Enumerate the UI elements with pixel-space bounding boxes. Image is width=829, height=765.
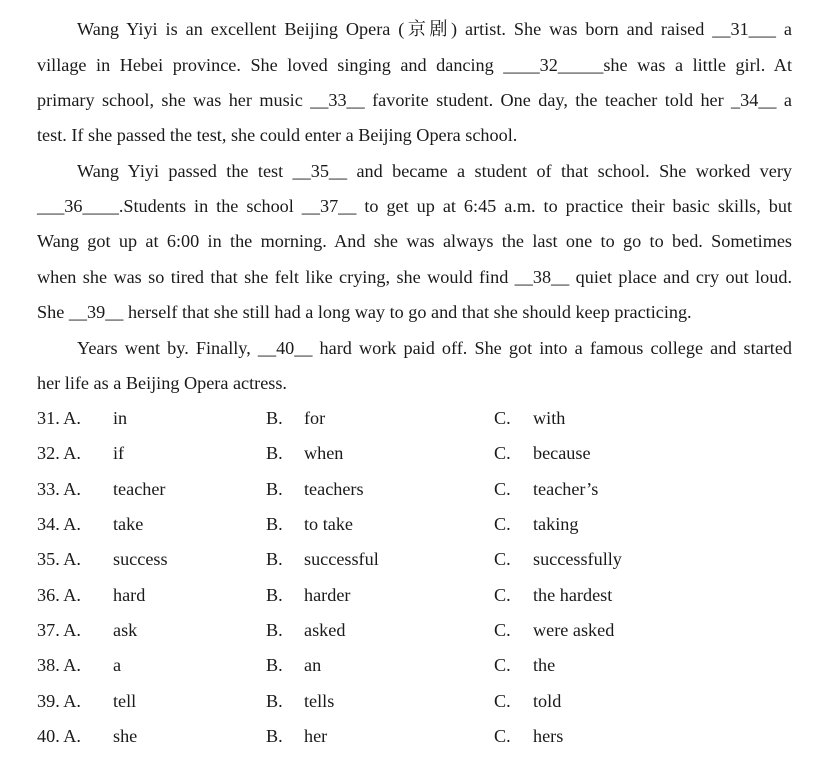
option-c[interactable]: the: [533, 655, 556, 675]
option-b[interactable]: to take: [304, 514, 353, 534]
option-c[interactable]: with: [533, 408, 566, 428]
question-row: [0, 548, 829, 572]
option-c[interactable]: told: [533, 691, 562, 711]
passage-line: ___36____.Students in the school __37__ to get up at 6:45 a.m. to practice their basic skills, but: [37, 196, 792, 216]
option-b[interactable]: her: [304, 726, 328, 746]
question-number: 34. A.: [37, 514, 81, 534]
passage-line: her life as a Beijing Opera actress.: [37, 373, 287, 393]
option-c-label: C.: [494, 443, 511, 463]
question-number: 40. A.: [37, 726, 81, 746]
option-c[interactable]: teacher’s: [533, 479, 599, 499]
question-row: [0, 619, 829, 643]
question-number: 31. A.: [37, 408, 81, 428]
passage-line: Years went by. Finally, __40__ hard work paid off. She got into a famous college and started: [77, 338, 792, 358]
option-a[interactable]: hard: [113, 585, 146, 605]
question-row: [0, 690, 829, 714]
question-row: [0, 584, 829, 608]
question-number: 36. A.: [37, 585, 81, 605]
option-b-label: B.: [266, 585, 283, 605]
question-row: [0, 513, 829, 537]
option-b-label: B.: [266, 443, 283, 463]
option-b-label: B.: [266, 620, 283, 640]
option-c-label: C.: [494, 726, 511, 746]
option-a[interactable]: she: [113, 726, 138, 746]
passage-line: Wang got up at 6:00 in the morning. And she was always the last one to go to bed. Sometimes: [37, 231, 792, 251]
option-a[interactable]: teacher: [113, 479, 166, 499]
question-number: 35. A.: [37, 549, 81, 569]
option-a[interactable]: success: [113, 549, 168, 569]
question-row: [0, 654, 829, 678]
passage-line: She __39__ herself that she still had a long way to go and that she should keep practicing.: [37, 302, 692, 322]
option-b-label: B.: [266, 408, 283, 428]
option-c-label: C.: [494, 655, 511, 675]
question-number: 37. A.: [37, 620, 81, 640]
option-b[interactable]: harder: [304, 585, 351, 605]
option-b-label: B.: [266, 726, 283, 746]
option-a[interactable]: in: [113, 408, 128, 428]
passage-line: village in Hebei province. She loved singing and dancing ____32_____she was a little girl. At: [37, 55, 792, 75]
option-c[interactable]: because: [533, 443, 591, 463]
option-b-label: B.: [266, 655, 283, 675]
option-a[interactable]: a: [113, 655, 122, 675]
passage-line: test. If she passed the test, she could enter a Beijing Opera school.: [37, 125, 518, 145]
option-b[interactable]: asked: [304, 620, 346, 640]
option-b[interactable]: successful: [304, 549, 379, 569]
option-c[interactable]: the hardest: [533, 585, 613, 605]
question-row: [0, 407, 829, 431]
question-number: 39. A.: [37, 691, 81, 711]
option-c-label: C.: [494, 479, 511, 499]
question-row: [0, 478, 829, 502]
option-b[interactable]: for: [304, 408, 326, 428]
option-b[interactable]: teachers: [304, 479, 364, 499]
option-c-label: C.: [494, 408, 511, 428]
passage-line: Wang Yiyi passed the test __35__ and became a student of that school. She worked very: [77, 161, 792, 181]
question-number: 32. A.: [37, 443, 81, 463]
option-c[interactable]: taking: [533, 514, 579, 534]
question-row: [0, 442, 829, 466]
option-b-label: B.: [266, 691, 283, 711]
question-row: [0, 725, 829, 749]
question-number: 38. A.: [37, 655, 81, 675]
option-a[interactable]: take: [113, 514, 144, 534]
option-c-label: C.: [494, 514, 511, 534]
option-c-label: C.: [494, 620, 511, 640]
passage-line: when she was so tired that she felt like crying, she would find __38__ quiet place and cry out loud.: [37, 267, 792, 287]
option-a[interactable]: ask: [113, 620, 138, 640]
option-b[interactable]: an: [304, 655, 322, 675]
option-c-label: C.: [494, 549, 511, 569]
option-a[interactable]: tell: [113, 691, 137, 711]
question-number: 33. A.: [37, 479, 81, 499]
option-c[interactable]: hers: [533, 726, 564, 746]
option-b[interactable]: when: [304, 443, 344, 463]
passage-line: primary school, she was her music __33__ favorite student. One day, the teacher told her _34__ a: [37, 90, 792, 110]
option-c-label: C.: [494, 585, 511, 605]
option-b-label: B.: [266, 549, 283, 569]
option-c[interactable]: successfully: [533, 549, 622, 569]
option-b-label: B.: [266, 514, 283, 534]
option-c[interactable]: were asked: [533, 620, 615, 640]
option-b-label: B.: [266, 479, 283, 499]
option-c-label: C.: [494, 691, 511, 711]
option-a[interactable]: if: [113, 443, 125, 463]
passage-line: Wang Yiyi is an excellent Beijing Opera (京剧) artist. She was born and raised __31___ a: [77, 19, 792, 39]
option-b[interactable]: tells: [304, 691, 335, 711]
